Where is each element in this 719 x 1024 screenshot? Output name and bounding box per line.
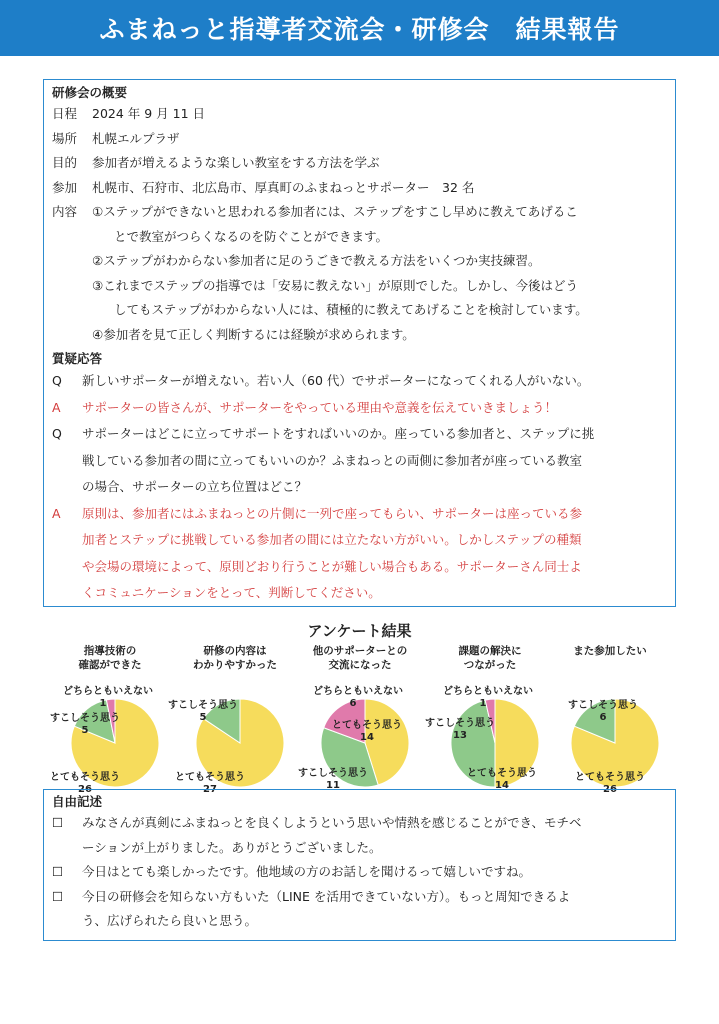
slice-label-name: すこしそう思う <box>425 718 495 729</box>
chart-title-line: 課題の解決に <box>458 645 522 657</box>
participants-row <box>52 176 667 201</box>
qa-line: 加者とステップに挑戦している参加者の間には立たない方がいい。しかしステップの種類 <box>82 532 582 547</box>
content-item-text: 参加者を見て正しく判断するには経験が求められます。 <box>103 326 415 342</box>
slice-label <box>63 686 153 710</box>
question <box>52 368 667 395</box>
free-line: 今日はとても楽しかったです。他地域の方のお話しを聞けるって嬉しいですね。 <box>82 864 532 879</box>
qa-line: や会場の環境によって、原則どおり行うことが難しい場合もある。サポーターさん同士よ <box>82 558 582 574</box>
content-item <box>92 323 588 348</box>
slice-label <box>420 718 500 742</box>
slice-label-value: 26 <box>603 784 617 795</box>
slice-label-name: どちらともいえない <box>313 686 403 697</box>
slice-label-name: とてもそう思う <box>467 768 537 779</box>
slice-label-name: どちらともいえない <box>63 686 153 697</box>
slice-label-value: 6 <box>349 698 357 709</box>
slice-label-value: 27 <box>203 784 217 795</box>
slice-label-name: すこしそう思う <box>298 768 368 779</box>
content-item-text: これまでステップの指導では「安易に教えない」が原則でした。しかし、今後はどう <box>103 277 578 293</box>
qa-line: 原則は、参加者にはふまねっとの片側に一列で座ってもらい、サポーターは座っている参 <box>82 505 583 521</box>
slice-label <box>163 700 243 724</box>
chart-title-line: 他のサポーターとの <box>312 645 408 657</box>
qa-mark: Q <box>52 426 62 441</box>
chart-title-line: 確認ができた <box>78 659 142 671</box>
slice-label-value: 6 <box>599 712 607 723</box>
content-item-text-cont: とで教室がつらくなるのを防ぐことができます。 <box>114 228 389 244</box>
slice-label-value: 11 <box>326 780 340 791</box>
free-list <box>52 811 667 934</box>
place-row <box>52 127 667 152</box>
checkbox-icon: ☐ <box>52 864 64 879</box>
slice-label-value: 26 <box>78 784 92 795</box>
qa-line: くコミュニケーションをとって、判断してください。 <box>82 585 381 600</box>
content-item-number: ① <box>92 204 104 219</box>
slice-label-name: とてもそう思う <box>332 720 402 731</box>
slice-label-name: とてもそう思う <box>575 772 645 783</box>
pie-chart <box>45 640 175 795</box>
purpose-row <box>52 151 667 176</box>
content-list <box>92 200 588 347</box>
free-text <box>82 811 582 860</box>
slice-label <box>563 700 643 724</box>
content-item-number: ④ <box>92 326 104 342</box>
slice-label-name: すこしそう思う <box>568 700 638 711</box>
free-item <box>52 885 667 934</box>
chart-title-line: 研修の内容は <box>203 645 267 657</box>
free-heading: 自由記述 <box>52 794 103 809</box>
content-item-text: ステップがわからない参加者に足のうごきで教える方法をいくつか実技練習。 <box>103 253 541 268</box>
qa-line: の場合、サポーターの立ち位置はどこ？ <box>82 479 308 494</box>
overview-heading: 研修会の概要 <box>52 85 128 100</box>
content-item <box>92 200 588 249</box>
pie-chart <box>168 640 300 795</box>
chart-title-line: わかりやすかった <box>193 659 277 671</box>
slice-label-value: 5 <box>81 725 89 736</box>
chart-title-line: 交流になった <box>328 659 392 671</box>
answer <box>52 395 667 422</box>
answer <box>52 501 667 607</box>
free-text <box>82 860 531 885</box>
slice-label <box>443 686 533 710</box>
participants-label: 参加 <box>52 179 78 195</box>
qa-text <box>82 501 582 607</box>
pie-chart <box>545 640 675 795</box>
checkbox-icon: ☐ <box>52 888 64 904</box>
qa-line: 戦している参加者の間に立ってもいいのか？ふまねっとの両側に参加者が座っている教室 <box>82 452 583 468</box>
qa-line: サポーターはどこに立ってサポートをすればいいのか。座っている参加者と、ステップに挑 <box>82 426 595 441</box>
qa-heading: 質疑応答 <box>52 351 103 366</box>
content-item-number: ② <box>92 253 104 268</box>
chart-title-line: 指導技術の <box>83 645 137 657</box>
slice-label-value: 13 <box>453 730 467 741</box>
qa-text <box>82 395 557 422</box>
place-label: 場所 <box>52 130 78 146</box>
slice-label-name: すこしそう思う <box>168 700 238 711</box>
free-comments-box <box>43 789 676 941</box>
participants-value: 札幌市、石狩市、北広島市、厚真町のふまねっとサポーター 32 名 <box>92 179 475 195</box>
date-label: 日程 <box>52 106 78 121</box>
page-title: ふまねっと指導者交流会・研修会 結果報告 <box>99 15 620 44</box>
qa-text <box>82 368 589 395</box>
chart-title-line: つながった <box>463 659 517 671</box>
free-item <box>52 811 667 860</box>
qa-text <box>82 421 594 501</box>
title-banner <box>0 0 719 56</box>
qa-mark: Q <box>52 373 62 388</box>
content-item <box>92 274 588 323</box>
slice-label-name: すこしそう思う <box>50 713 120 724</box>
qa-line: サポーターの皆さんが、サポーターをやっている理由や意義を伝えていきましょう！ <box>82 399 558 415</box>
date-row <box>52 102 667 127</box>
slice-label-name: どちらともいえない <box>443 686 533 697</box>
content-item-text: ステップができないと思われる参加者には、ステップをすこし早めに教えてあげるこ <box>103 204 578 219</box>
qa-mark: A <box>52 505 61 521</box>
free-line: ーションが上がりました。ありがとうございました。 <box>82 839 382 855</box>
content-label: 内容 <box>52 204 78 219</box>
qa-line: 新しいサポーターが増えない。若い人（60 代）でサポーターになってくれる人がいない。 <box>82 373 590 388</box>
slice-label-value: 1 <box>479 698 487 709</box>
purpose-value: 参加者が増えるような楽しい教室をする方法を学ぶ <box>92 155 380 170</box>
free-line: う、広げられたら良いと思う。 <box>82 913 258 928</box>
pie-chart <box>425 640 555 790</box>
chart-title-line: また参加したい <box>573 645 647 657</box>
slice-label-value: 5 <box>199 712 207 723</box>
purpose-label: 目的 <box>52 155 78 170</box>
slice-label-name: とてもそう思う <box>175 772 245 783</box>
qa-list <box>52 368 667 607</box>
survey-title: アンケート結果 <box>307 622 412 640</box>
free-line: みなさんが真剣にふまねっとを良くしようという思いや情熱を感じることができ、モチベ <box>82 815 582 830</box>
question <box>52 421 667 501</box>
overview-box <box>43 79 676 607</box>
slice-label-name: とてもそう思う <box>50 772 120 783</box>
free-item <box>52 860 667 885</box>
slice-label <box>45 713 125 737</box>
pie-chart <box>295 640 425 790</box>
content-row <box>52 200 667 347</box>
free-line: 今日の研修会を知らない方もいた（LINE を活用できていない方）。もっと周知できるよ <box>82 888 571 904</box>
qa-mark: A <box>52 399 61 415</box>
date-value: 2024 年 9 月 11 日 <box>92 106 206 121</box>
place-value: 札幌エルプラザ <box>92 130 180 146</box>
slice-label-value: 14 <box>495 780 509 791</box>
content-item-number: ③ <box>92 277 104 293</box>
slice-label <box>313 686 403 710</box>
checkbox-icon: ☐ <box>52 815 64 830</box>
slice-label <box>327 720 407 744</box>
free-text <box>82 885 570 934</box>
slice-label-value: 1 <box>99 698 107 709</box>
content-item-text-cont: してもステップがわからない人には、積極的に教えてあげることを検討しています。 <box>114 302 588 317</box>
slice-label-value: 14 <box>360 732 374 743</box>
content-item <box>92 249 588 274</box>
